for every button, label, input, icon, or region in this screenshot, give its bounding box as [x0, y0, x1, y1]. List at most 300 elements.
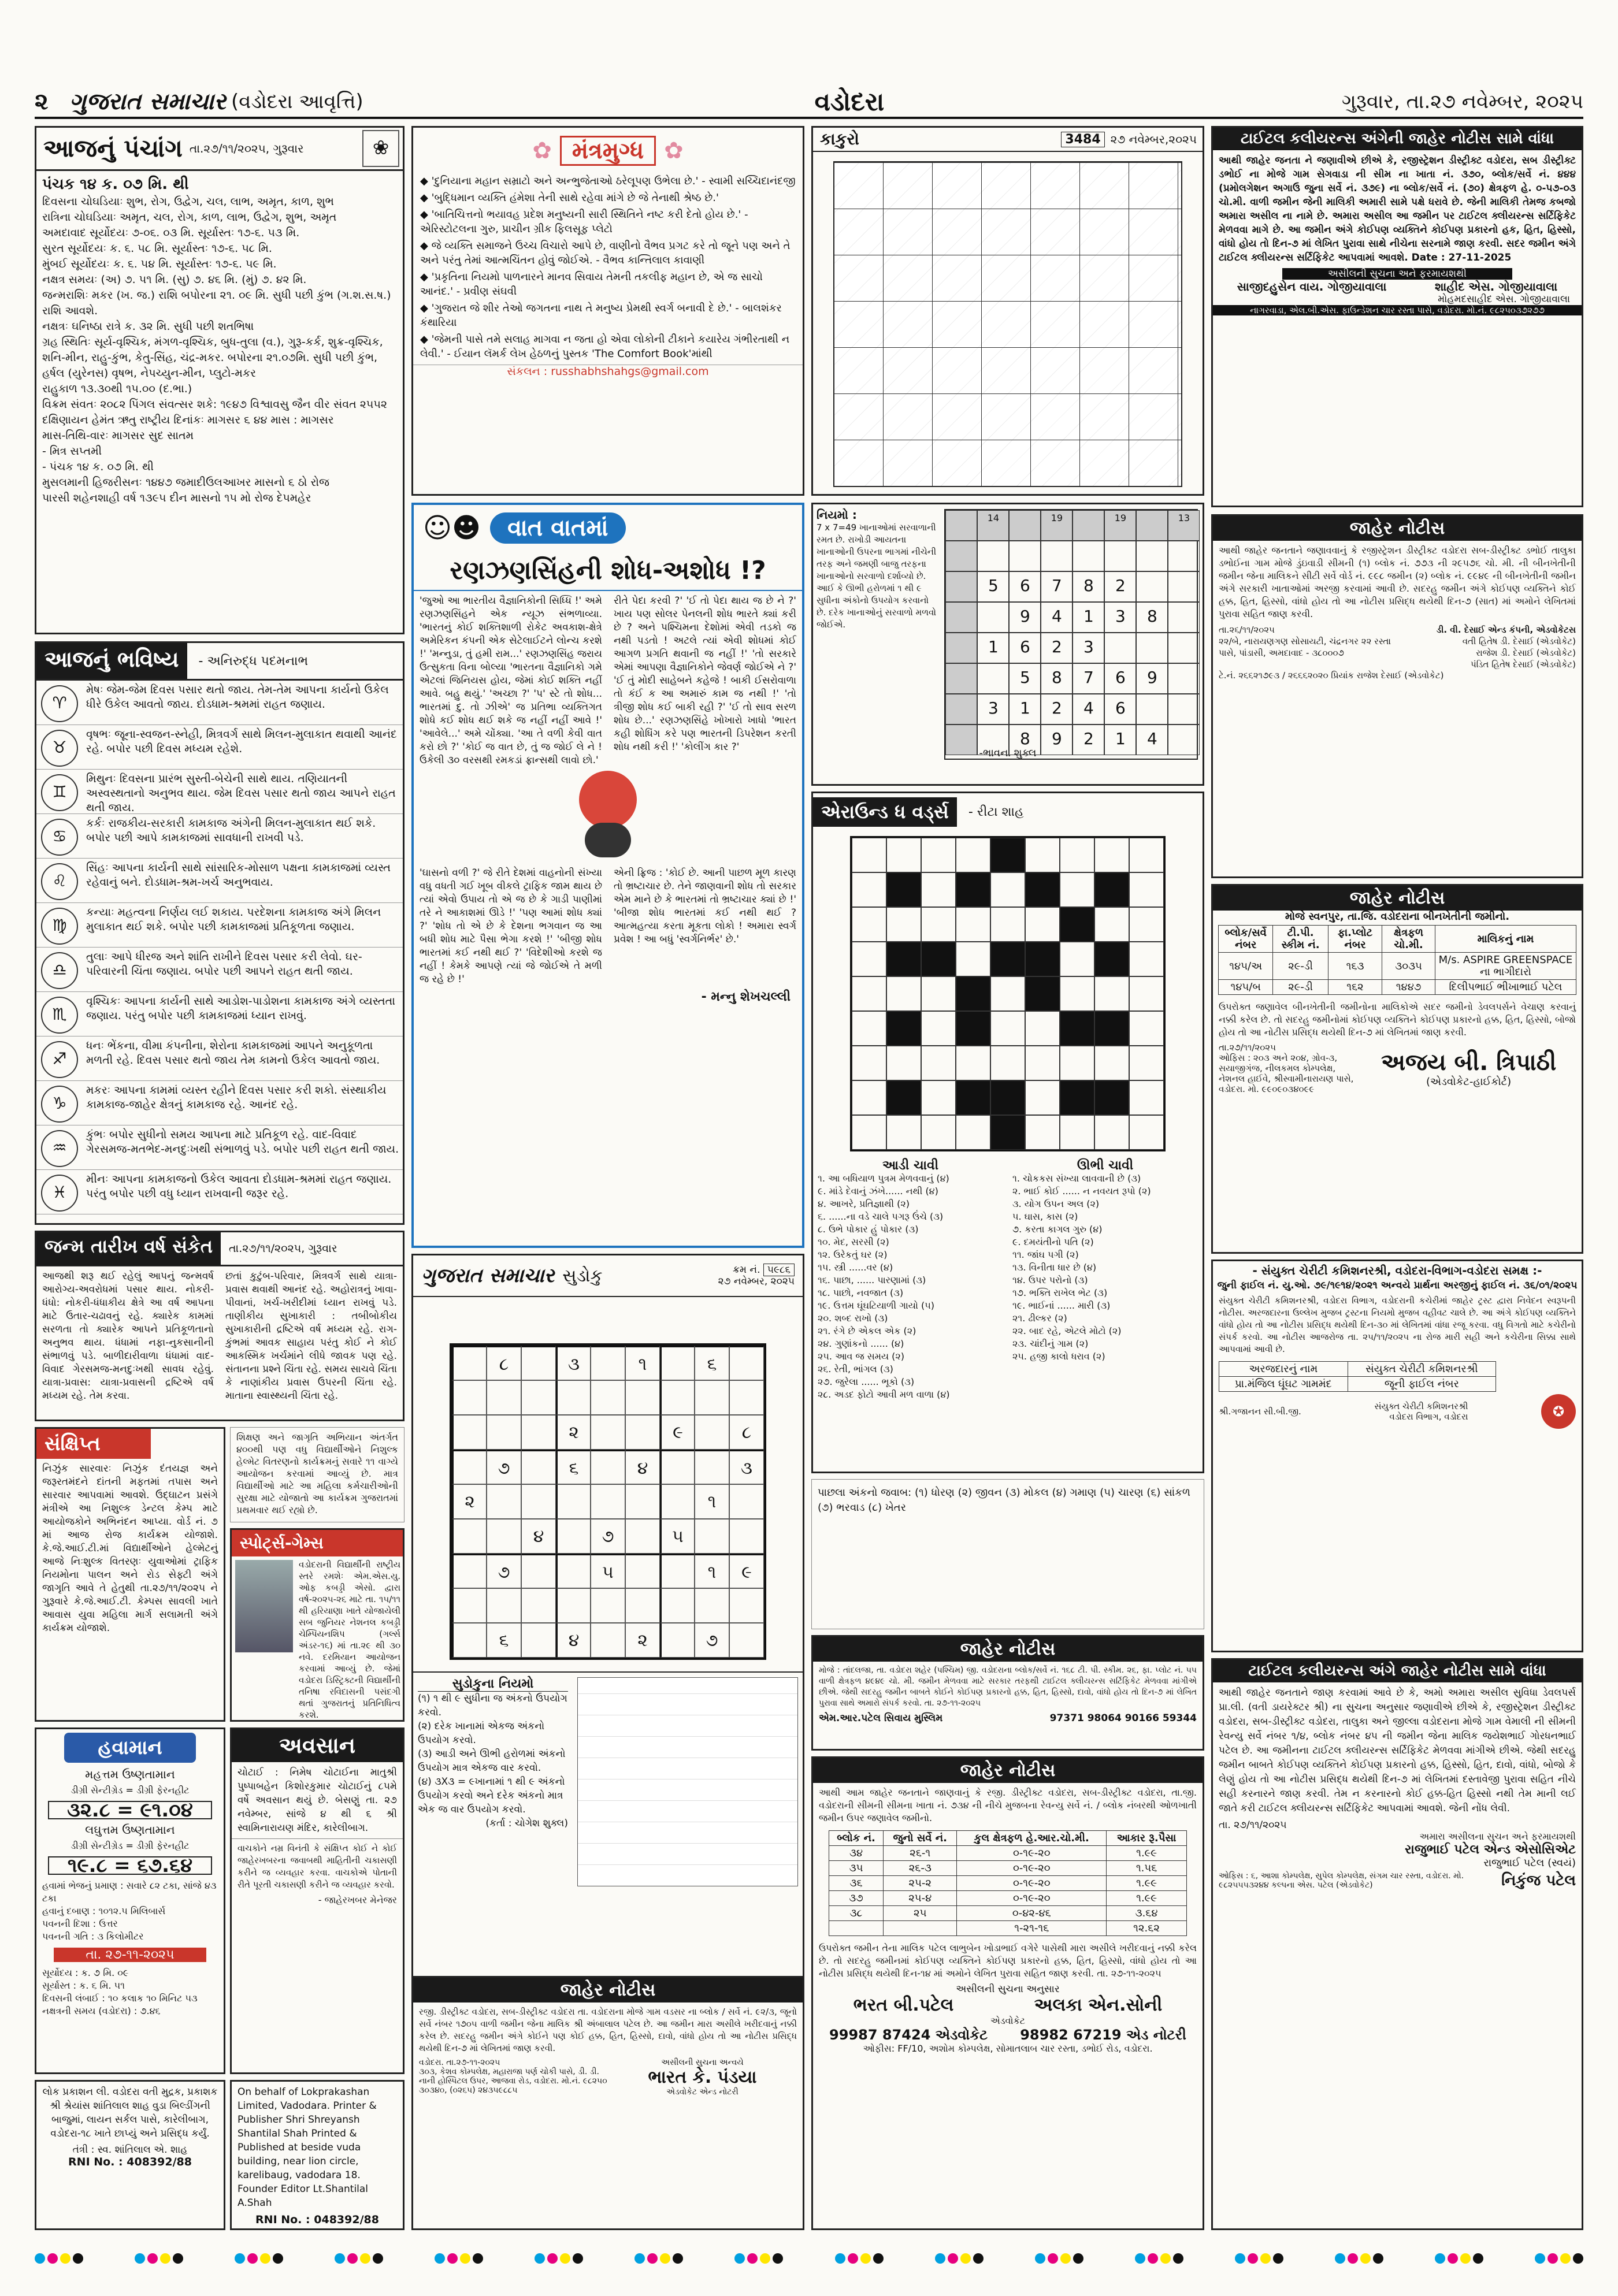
- panchang-line: પારસી શહેનશાહી વર્ષ ૧૩૯૫ દીન માસનો ૧૫ મો રોજ દેપમહેર: [42, 492, 311, 504]
- registration-dot: [135, 2253, 183, 2264]
- weather-sunset: સૂર્યાસ્ત : ક. ૬ મિ. ૫૧: [42, 1980, 125, 1991]
- weather-title: હવામાન: [64, 1733, 196, 1763]
- table-cell: ૧૨.૬૨: [1107, 1921, 1187, 1936]
- color-dot: [1248, 2253, 1258, 2264]
- horoscope-title: આજનું ભવિષ્ય: [36, 643, 187, 679]
- weather-section: [35, 1727, 225, 2074]
- horoscope-list: [36, 681, 403, 1214]
- horoscope-text: ધનઃ ભેંકના, વીમા કંપનીના, શેરોના કામકાજમાં આપને અનુકૂળતા મળતી રહે. દિવસ પસાર થતો જાય તેમ કામનો ઉકેલ આવતો જાય.: [86, 1039, 380, 1067]
- panchang-line: વિક્રમ સંવતઃ ૨૦૮૨ પિંગલ સંવત્સર શકે: ૧૯૪૭ વિશ્વાવસુ જૈન વીર સંવત ૨૫૫૨ દક્ષિણાયન હેમંત ઋતુ રાષ્ટ્રીય દિનાંકઃ માગસર ૬ ૪૪ માસ : માગસર: [42, 398, 387, 426]
- crossword-black-cell: [990, 1080, 1025, 1115]
- sudoku-cell: [660, 1380, 695, 1415]
- kakuro-answer: 3: [1083, 637, 1094, 656]
- sudoku-number: ૫૯૮૬: [763, 1264, 795, 1276]
- crossword-cell: [1129, 1080, 1164, 1115]
- down-clue: ૧૧. જાંઘ પગી (૨): [1012, 1249, 1079, 1260]
- kakuro-clue: 19: [1051, 512, 1063, 523]
- birthday-title: જન્મ તારીખ વર્ષ સંકેત: [36, 1232, 221, 1265]
- crossword-cell: [886, 907, 921, 942]
- birthday-col-1: આજથી શરૂ થઈ રહેલું આપનું જન્મવર્ષ આરોગ્ય-અવરોધમાં પસાર થાય. નોકરી-ધંધો: નોકરી-ધંધાકીય ક્ષેત્રે આ વર્ષ આપના માટે ઉતાર-ચઢાવનું રહે. ક્યારેક કામમાં સરળતા તો ક્યારેક આપને પ્રતિકૂળતાનો અનુભવ થાય. ધંધામાં નફા-નુકસાનીની સંભાળવું પડે. બાળીદારીવાળા ધંધામાં વાદ-વિવાદ ગેરસમજ-મનદુઃખથી સાવધ રહેવું. યાત્રા-પ્રવાસ: યાત્રા-પ્રવાસની દ્રષ્ટિએ વર્ષ મધ્યમ રહે. તેમ કરવા.: [42, 1270, 214, 1402]
- sudoku-cell: [556, 1588, 591, 1623]
- panchang-title: આજનું પંચાંગ: [43, 134, 183, 162]
- registration-dot: [1035, 2253, 1083, 2264]
- color-dot: [647, 2253, 658, 2264]
- sudoku-cell: [591, 1415, 625, 1450]
- sudoku-cell: [591, 1450, 625, 1484]
- down-clue: ૧૩. વિનીતા ધાર છે (૪): [1012, 1262, 1097, 1273]
- horoscope-text: મિથુનઃ દિવસના પ્રારંભ સુસ્તી-બેચેની સાથે થાય. તણિયાતની અસ્વસ્થતાનો અનુભવ થાય. જેમ દિવસ પસાર થતો જાય આપને રાહત થતી જાય.: [86, 772, 396, 814]
- kakuro-cell: [1104, 633, 1136, 663]
- across-clue: ૧૦. મેદ, સરસી (૨): [818, 1236, 889, 1247]
- table-cell: અરજદારનું નામ: [1219, 1362, 1348, 1377]
- panchang-line: નક્ષત્ર સમયઃ (અ) ૭. ૫૧ મિ. (સુ) ૭. ૪૬ મિ. (મું) ૭. ૪૨ મિ.: [42, 273, 307, 286]
- weather-daylight: દિવસની લંબાઈ : ૧૦ કલાક ૧૦ મિનિટ ૫૩: [42, 1993, 198, 2004]
- panchang-line: નક્ષત્રઃ ઘનિષ્ઠા રાત્રે ક. ૩૨ મિ. સુધી પછી શતભિષા: [42, 320, 254, 333]
- issue-date: ગુરૂવાર, તા.૨૭ નવેમ્બર, ૨૦૨૫: [1341, 90, 1583, 113]
- sudoku-cell: [660, 1484, 695, 1519]
- table-header: ફા.પ્લોટ નંબર: [1328, 926, 1382, 953]
- panchang-line: મુસલમાની હિજરીસનઃ ૧૪૪૭ જમાદીઉલઆખર માસનો ૬ ઠો રોજ: [42, 476, 330, 489]
- notice-3-phone: 97371 98064 90166 59344: [1049, 1712, 1197, 1724]
- seal-icon: ✪: [1541, 1394, 1576, 1429]
- notice-4-text-2: ઉપરોક્ત જમીન તેના માલિક પટેલ લાભુબેન ખોડાભાઈ વગેરે પાસેથી મારા અસીલે ખરીદવાનું નક્કી કરેલ છે. તો સદરહુ જમીનમાં કોઈપણ વ્યક્તિને કોઈપણ પ્રકારનો હક્ક, હિત, હિસ્સો, વાંધો હોય તો આ નોટીસ પ્રસિદ્ધ થયેથી દિન-૧૪ માં અમોને લેખિત પુરાવા સહિત જાણ કરવી. તા. ૨૭-૧૧-૨૦૨૫: [819, 1942, 1197, 1979]
- sudoku-cell: ૯: [660, 1415, 695, 1450]
- registration-dot: [1335, 2253, 1383, 2264]
- crossword-cell: [921, 1046, 956, 1080]
- color-dot: [460, 2253, 470, 2264]
- kakuro-answer: 1: [1083, 607, 1094, 626]
- sudoku-cell: ૧: [625, 1346, 660, 1380]
- notice-4-adv-title: એડવોકેટ: [990, 2015, 1026, 2026]
- kakuro-cell: [1136, 541, 1168, 571]
- sudoku-cell: ૫: [591, 1554, 625, 1588]
- table-cell: ૩૬: [829, 1876, 884, 1891]
- zodiac-icon: ♏: [41, 997, 78, 1034]
- crossword-cell: [886, 976, 921, 1011]
- kakuro-answer: 3: [1115, 607, 1126, 626]
- notice-4-phone-1: 99987 87424 એડવોકેટ: [829, 2027, 988, 2043]
- obituary-text: ચોટાઈ : નિમેષ ચોટાઈના માતુશ્રી પુષ્પાબહેન કિશોરકુમાર ચોટાઈનું ૮૫મે વર્ષે અવસાન થયું છે. બેસણું તા. ૨૭ નવેમ્બર, સાંજે ૪ થી ૬ શ્રી સ્વામિનારાયણ મંદિર, કારેલીબાગ.: [237, 1767, 397, 1834]
- notice-tc1-advocate: સાજીદહુસેન વાય. ગોજીયાવાલા: [1237, 280, 1387, 293]
- crossword-cell: [1129, 976, 1164, 1011]
- notice-jahir-5-box: [411, 1976, 804, 2230]
- horoscope-text: વૃષભઃ જૂના-સ્વજન-સ્નેહી, મિત્રવર્ગ સાથે મિલન-મુલાકાત થવાથી આનંદ રહે. બપોર પછી દિવસ મધ્યમ રહેશે.: [86, 728, 397, 755]
- table-header: માલિકનું નામ: [1435, 926, 1576, 953]
- deity-icon: ❀: [362, 130, 399, 167]
- across-title: આડી ચાવી: [882, 1158, 938, 1173]
- across-clue: ૨૮. અડદ ફોટો આવી મળ વાળા (૪): [818, 1389, 950, 1400]
- sudoku-cell: [487, 1415, 521, 1450]
- color-dot: [1360, 2253, 1371, 2264]
- notice-5-advocate: ભારત કે. પંડયા: [648, 2067, 757, 2087]
- color-dot: [1173, 2253, 1183, 2264]
- sudoku-cell: ૧: [695, 1554, 729, 1588]
- sudoku-cell: [695, 1519, 729, 1554]
- mantramugdh-section: [411, 126, 804, 496]
- sudoku-cell: ૪: [625, 1450, 660, 1484]
- table-header: બ્લોક નં.: [829, 1831, 884, 1846]
- table-cell: ૧.૯૯: [1107, 1846, 1187, 1861]
- panchang-line: દિવસના ચોઘડિયાઃ શુભ, રોગ, ઉદ્વેગ, ચલ, લાભ, અમૃત, કાળ, શુભ: [42, 195, 334, 208]
- table-cell: ૧૬૩: [1328, 953, 1382, 980]
- color-dot: [1335, 2253, 1345, 2264]
- across-clue: ૧૫. સ્ત્રી ......વર (૪): [818, 1262, 893, 1273]
- color-dot: [760, 2253, 770, 2264]
- kakuro-cell: [1168, 725, 1200, 755]
- notice-4-adv-2: અલકા એન.સોની: [1034, 1995, 1163, 2015]
- sudoku-cell: [660, 1346, 695, 1380]
- sudoku-cell: [625, 1415, 660, 1450]
- sudoku-cell: [452, 1623, 487, 1658]
- crossword-cell: [852, 1046, 886, 1080]
- lotus-icon: ✿: [532, 138, 552, 164]
- note-sign: - જાહેરખબર મેનેજર: [318, 1894, 397, 1905]
- notice-tc1-text: આથી જાહેર જનતા ને જણાવીએ છીએ કે, રજીસ્ટ્રેશન ડીસ્ટ્રીક્ટ વડોદરા, સબ ડીસ્ટ્રીક્ટ ડભોઈ ના મોજે ગામ સેગવાડા ની સીમ ના ખાતા નં. ૩૭૦, બ્લોક/સર્વે નં. ૪૪૪ (પ્રમોલગેશન અગાઉ જુના સર્વે નં. ૩૭૯) ના બ્લોક/સર્વે નં. (૭૦) ક્ષેત્રફળ હે. ૦-૫૭-૦૩ ચો.મી. વાળી જમીન જેની માલિકી અમારી સામે પક્ષે ધરાવે છે. જેની માલિકી તેમજ કબજો અમારા અસીલ ના નામે છે. અમારા અસીલ આ જમીન પર ટાઈટલ ક્લીયરન્સ સર્ટિફિકેટ મેળવવા માગે છે. આ જમીન અંગે કોઈપણ વ્યક્તિને કોઈપણ પ્રકારનો હક, હિત, હિસ્સો, વાંધો હોય તો દિન-૭ માં લેખિત પુરાવા સાથે નીચેના સરનામે જાણ કરવી. સદર જમીન અંગે ટાઈટલ ક્લીયરન્સ સર્ટિફિકેટ આપવામાં આવશે. Date : 27-11-2025: [1219, 155, 1576, 263]
- crossword-cell: [852, 1080, 886, 1115]
- crossword-cell: [921, 1080, 956, 1115]
- color-dot: [1535, 2253, 1545, 2264]
- sudoku-cell: [452, 1554, 487, 1588]
- horoscope-text: મીનઃ આપના કામકાજનો ઉકેલ આવતા દોડધામ-શ્રમમાં રાહત જણાય. પરંતુ બપોર પછી વધુ ધ્યાન રાખવાની જરૂર રહે.: [86, 1173, 392, 1200]
- color-dot: [1448, 2253, 1458, 2264]
- horoscope-text: મેષઃ જેમ-જેમ દિવસ પસાર થતો જાય. તેમ-તેમ આપના કાર્યનો ઉકેલ ધીરે ઉકેલ આવતો જાય. દોડધામ-શ્રમમાં રાહત જણાય.: [86, 683, 389, 711]
- table-cell: ૦-૧૯-૨૦: [957, 1846, 1107, 1861]
- color-dot: [848, 2253, 858, 2264]
- panchang-line: સુરત સૂર્યોદયઃ ક. ૬. ૫૮ મિ. સૂર્યાસ્તઃ ૧૭-૬. ૫૮ મિ.: [42, 242, 272, 255]
- zodiac-icon: ♍: [41, 908, 78, 945]
- notice-charity-table: [1219, 1361, 1496, 1392]
- notice-jahir-3: [811, 1635, 1204, 1751]
- table-cell: ૦-૧૯-૨૦: [957, 1891, 1107, 1906]
- down-clue: ૨૫. હજી કાલો ધરાવ (૨): [1012, 1351, 1105, 1362]
- table-cell: ૧૪૫/બ: [1219, 980, 1273, 995]
- vaat-author: - મન્નુ શેખચલ્લી: [701, 990, 791, 1004]
- color-dot: [1260, 2253, 1271, 2264]
- brand-name: ગુજરાત સમાચાર: [69, 88, 226, 115]
- crossword-black-cell: [1060, 1011, 1094, 1046]
- cartoon-illustration: [550, 771, 666, 863]
- sudoku-cell: [452, 1415, 487, 1450]
- kakuro-answer: 8: [1083, 576, 1094, 595]
- notice-tc2-date: તા. ૨૭/૧૧/૨૦૨૫: [1219, 1819, 1287, 1831]
- down-clue: ૨૨. બાદ રહે, એટલે મોટો (૨): [1012, 1325, 1122, 1336]
- sudoku-cell: [591, 1588, 625, 1623]
- crossword-black-cell: [886, 1011, 921, 1046]
- horoscope-author: - અનિરુદ્ધ પદમનાભ: [198, 653, 309, 668]
- color-dot: [1348, 2253, 1358, 2264]
- kakuro-answer: 4: [1083, 699, 1094, 718]
- panchang-line: ગ્રહ સ્થિતિઃ સૂર્ય-વૃશ્ચિક, મંગળ-વૃશ્ચિક, બુધ-તુલા (વ.), ગુરૂ-કર્ક, શુક્ર-વૃશ્ચિક, શનિ-મીન, રાહુ-કુંભ, કેતુ-સિંહ, ચંદ્ર-મકર. બપોરના ૨૧.૦૭મિ. સુધી પછી કુંભ, હર્ષલ (યુરેનસ) વૃષભ, નેપચ્યુન-મીન, પ્લુટો-મકર: [42, 336, 383, 380]
- color-dot: [247, 2253, 258, 2264]
- registration-dot: [935, 2253, 984, 2264]
- kakuro-answer: 4: [1052, 607, 1062, 626]
- color-dot: [173, 2253, 183, 2264]
- vaat-col-2: રીતે પેદા કરવી ?' 'ઈ તો પેદા થાય જ છે ને ?' ખાય પણ સોલર પેનલની શોધ ભારતે ક્યાં કરી છે ? અને પશ્ચિમના દેશોમાં એવી તડકો જ નથી પડતો ! અટલે ત્યાં એવી શોધમાં કોઈ આગળ પ્રગતિ થવાની જ નહીં !' 'તો સરકારે એમાં આપણા વૈજ્ઞાનિકોને જેવર્ણ જોઈએ ને ?' 'ઈ તું મોદી સાહેબને કહેજે ! બાકી ઈસરોવાળા તો કંઈ ક આ અમારું કામ જ નથી !' 'તો ત્રીજી શોધ કઈ બાકી રહી ?' 'ઈ તો સાવ સરળ શોધ છે...' રણઝણસિંહે ખોખારો ખાધો 'ભારત કહી શોધિંગ કરે પણ ભારતની ડિપરેશન કરતી શોધ નથી કરી !' 'કોલીંગ કાર ?': [614, 595, 796, 753]
- kakuro-answer: 5: [988, 576, 999, 595]
- sudoku-cell: [521, 1346, 556, 1380]
- vaat-title: વાત વાતમાં: [490, 512, 625, 544]
- notice-1-sign-3: રાજેશ ડી. દેસાઈ (એડવોકેટ): [1476, 648, 1576, 658]
- crossword-black-cell: [1094, 872, 1129, 907]
- sankshipt-text-2: શિક્ષણ અને જાગૃતિ અભિયાન અંતર્ગત ૪૦૦થી પણ વધુ વિદ્યાર્થીઓને નિશુલ્ક હેલ્મેટ વિતરણનો કાર્યક્રમનું સવારે ૧૧ વાગ્યે આયોજન કરવામાં આવ્યું છે. માત્ર વિદ્યાર્થીઓ માટે આ મહિલા કર્મચારીઓની સુરક્ષા માટે યોજાતો આ કાર્યક્રમ ગુજરાતમાં પ્રથમવાર થઈ રહ્યો છે.: [236, 1432, 398, 1515]
- birthday-col-2: છતાં કુટુંબ-પરિવાર, મિત્રવર્ગ સાથે યાત્રા-પ્રવાસ થવાથી આનંદ રહે. અહોરાત્રનું ખાવા-પીવાનાં, ખર્ચ-ખરીદીમાં ધ્યાન રાખવું પડે. તાણીકીય સુખાકારી : તબીબોકીય સુખાકારીની દ્રષ્ટિએ વર્ષ મધ્યમ રહે. રાગ-કુંભમાં આવક સાહાય પરંતુ કોઈ ને કોઈ આકસ્મિક ખર્ચમાંને લીધે જાવક પણ રહે. સંતાનના પ્રશ્ને ચિંતા રહે. સમય સાચવે ચિંતા કે નાણાંકીય પ્રવાસ ઉપરની ચિંતા રહે. માતાના સ્વાસ્થ્યની ચિંતા રહે.: [225, 1270, 397, 1402]
- crossword-cell: [1060, 976, 1094, 1011]
- table-cell: [829, 1921, 884, 1936]
- table-header: જુનો સર્વે નં.: [884, 1831, 957, 1846]
- sudoku-cell: ૭: [487, 1554, 521, 1588]
- down-clue: ૧૯. ભાઈનાં ...... મારી (૩): [1012, 1300, 1111, 1311]
- sudoku-cell: ૬: [487, 1623, 521, 1658]
- weather-min-label: લઘુત્તમ ઉષ્ણતામાન: [85, 1823, 175, 1837]
- notice-5-address: ૩૦૩, કેશવ કોમ્પલેક્ષ, મહારાજા પર્ણ ચોકી પાસે, ડી. ડી. નાની હોસ્પિટલ ઉપર, આજવા રોડ, વડોદરા. મો.નં. ૯૮૨૫૦ ૩૦૩૪૦, (૦૨૬૫) ૨૪૩૫૯૮૮૫: [419, 2067, 607, 2095]
- imprint-rni-en: RNI No. : 048392/88: [255, 2213, 379, 2226]
- horoscope-item: [36, 725, 403, 770]
- down-clue: ૧૭. ભક્તિ રાખેલ ભેટ (૩): [1012, 1287, 1108, 1298]
- city-title: વડોદરા: [814, 87, 885, 117]
- imprint-english: [230, 2080, 404, 2230]
- kakuro-title: કાકુરો: [820, 129, 859, 148]
- registration-dot: [335, 2253, 383, 2264]
- crossword-cell: [886, 1115, 921, 1150]
- notice-jahir-2: [1211, 884, 1583, 1254]
- kakuro-date: ૨૭ નવેમ્બર,૨૦૨૫: [1110, 132, 1197, 146]
- notice-5-text: રજી. ડીસ્ટ્રીક્ટ વડોદરા, સબ-ડીસ્ટ્રીક્ટ વડોદરા તા. વડોદરાના મોજે ગામ વડસર ના બ્લોક / સર્વે નં. ૯૨/૩, જૂનો સર્વે નંબર ૧૭૦૫ વાળી જમીન જેના માલિક શ્રી અંબાલાલ પટેલ છે. આ જમીન મારા અસીલે ખરીદવાનું નક્કી કરેલ છે. સદરહુ જમીન અંગે કોઈને પણ કોઈ હક્ક, હિત, હિસ્સો, દાવો, વાંધો હોય તો આ નોટીસ પ્રસિદ્ધ થયેથી દિન-૭ માં લેખિતમાં જાણ કરવી.: [419, 2007, 797, 2053]
- horoscope-item: [36, 1170, 403, 1214]
- imprint-english-text: On behalf of Lokprakashan Limited, Vadodara. Printer & Publisher Shri Shreyansh Shantilal Shah Printed & Published at beside vuda building, near lion circle, karelibaug, vadodara 18. Founder Editor Lt.Shantilal A.Shah: [237, 2086, 377, 2209]
- table-cell: ૨૫: [884, 1906, 957, 1921]
- vaat-col-1: 'જુઓ આ ભારતીય વૈજ્ઞાનિકોની સિધ્ધિ !' અમે રણઝણસિંહને એક ન્યૂઝ સંભળાવ્યા. 'ભારતનું કોઈ શક્તિશાળી રોકેટ અવકાશ-ક્ષેત્રે અમેરિકન કંપની એક સેટેલાઈટને લોન્ચ કરશે !' 'મન્નુડા, તું હમી રામ...' રણઝણસિંહ જરાય ઉત્સુકતા વિના બોલ્યા 'ભારતના વૈજ્ઞાનિકો ગમે એટલાં જિનિયસ હોય, જેમાં કોઈ શક્તિ નહીં આવે. બહુ થયું.' 'અચ્છા ?' 'પ' સ્ટે તો શોધ... ભારતમાં દુ. તો ઝીએ' જ પ્રતિભા વ્યક્તિગત શોધે કઈ શોધ થઈ શકે જ નહીં નહીં આવે !' 'આવેલે...' અમે ચોંક્યા. 'આ તે વળી કેવી વાત કરો છો ?' 'કોઈ જ વાત છે, તું જ જોઈ લે ને ! ઉકેલી ૩૦ વરસથી રમકડાં ફ્રાન્સથી લાવો છો.': [420, 595, 602, 766]
- sudoku-cell: [695, 1380, 729, 1415]
- kakuro-number: 3484: [1061, 132, 1104, 147]
- notice-5-title: જાહેર નોટીસ: [413, 1978, 803, 2003]
- crossword-cell: [1129, 907, 1164, 942]
- weather-pressure: હવાનું દબાણ : ૧૦૧૨.૫ મિલિબાર્સ: [42, 1905, 166, 1916]
- table-cell: ૨૬-૧: [884, 1846, 957, 1861]
- crossword-cell: [886, 1046, 921, 1080]
- crossword-cell: [956, 838, 990, 872]
- edition-label: (વડોદરા આવૃત્તિ): [231, 90, 363, 113]
- sudoku-number-label: ક્રમ નં.: [733, 1264, 760, 1276]
- notice-2-subtitle: મોજે સ્વનપુર, તા.જિ. વડોદરાના બીનખેતીની જમીનો.: [1285, 911, 1510, 923]
- sudoku-cell: [591, 1484, 625, 1519]
- table-cell: જૂની ફાઈલ નંબર: [1348, 1377, 1495, 1392]
- crossword-cell: [956, 907, 990, 942]
- notice-2-advocate: અજય બી. ત્રિપાઠી: [1381, 1049, 1557, 1076]
- sudoku-cell: [625, 1380, 660, 1415]
- crossword-black-cell: [1060, 907, 1094, 942]
- crossword-black-cell: [886, 942, 921, 976]
- imprint-rni-gu: RNI No. : 408392/88: [68, 2156, 192, 2168]
- down-clue: ૫. ઘાસ, કાસ (૨): [1012, 1211, 1078, 1222]
- crossword-cell: [921, 872, 956, 907]
- panchang-line: - પંચક ૧૪ ક. ૦૭ મિ. થી: [42, 460, 154, 473]
- table-row: [829, 1891, 1187, 1906]
- notice-jahir-4: [811, 1756, 1204, 2230]
- notice-4-sign-label: અસીલની સુચના અનુસાર: [956, 1983, 1060, 1995]
- down-clue: ૧. ચોકકસ સંખ્યા લાવવાની છે (૩): [1012, 1173, 1141, 1184]
- crossword-cell: [956, 942, 990, 976]
- table-row: [829, 1876, 1187, 1891]
- kakuro-cell: [1073, 541, 1104, 571]
- sudoku-cell: ૭: [591, 1519, 625, 1554]
- down-clue: ૨૧. ઢીલ્કર (૨): [1012, 1313, 1067, 1324]
- sudoku-date: ૨૭ નવેમ્બર, ૨૦૨૫: [718, 1276, 795, 1287]
- color-dot: [135, 2253, 145, 2264]
- kakuro-answer: 6: [1115, 668, 1126, 687]
- sankshipt-section-2: [230, 1427, 404, 1522]
- crossword-cell: [852, 1011, 886, 1046]
- across-clue: ૧૮. પાછો, નવજાત (૩): [818, 1287, 904, 1298]
- notice-tc2-address: ઓફિસ : ૬, આશા કોમ્પલેક્ષ, સુપેલ કોમ્પલેક્ષ, સંગમ ચાર રસ્તા, વડોદરા. મો. ૯૮૨૫૫૫૩૨૪૪ કલ્પના એસ. પટેલ (એડવોકેટ): [1219, 1871, 1464, 1890]
- crossword-cell: [1094, 1115, 1129, 1150]
- kakuro-cell: [977, 663, 1009, 694]
- notice-tc2-text: આથી જાહેર જનતાને જાણ કરવામાં આવે છે કે, અમો અમારા અસીલ સુવિધા ડેવલપર્સ પ્રા.લી. (વતી ડાયરેક્ટર શ્રી) ના સુચના અનુસાર જણાવીએ છીએ કે, રજીસ્ટ્રેશન ડીસ્ટ્રીક્ટ વડોદરા, સબ-ડીસ્ટ્રીક્ટ વડોદરા, તાલુકા અને જીલ્લા વડોદરાના મોજે ગામ વેમાલી ની સીમની રેવન્યુ સર્વે નંબર ૧/૪, બ્લોક નંબર ૪૫ ની જમીન જેના માલિક જયેશભાઈ ગોરધનભાઈ પટેલ છે. આ જમીનના ટાઈટલ ક્લીયરન્સ સર્ટિફિકેટ મેળવવા માંગીએ છીએ. જેથી સદરહુ જમીન બાબતે કોઈપણ વ્યક્તિને કોઈપણ પ્રકારનો હક્ક, હિસ્સો, હિત, દાવો, વાંધો, બોજો કે લેણું હોય તો આ નોટીસ પ્રસિદ્ધ થયેથી દિન-૭ માં લેખિતમાં દસ્તાવેજી પુરાવા સહિત નીચે સહી કરનારને જાણ કરવી. તેમ ન કરનારનો કોઈ હક્ક-હિત હિસ્સો નથી તેમ માની લઈ જાતે કરી ટાઈટલ ક્લીયરન્સ સર્ટિફિકેટ આપવામાં આવશે. જેની નોંધ લેવી.: [1219, 1687, 1576, 1814]
- horoscope-item: [36, 814, 403, 859]
- notice-3-title: જાહેર નોટીસ: [813, 1637, 1203, 1662]
- color-dot: [1035, 2253, 1045, 2264]
- sankshipt-section: [35, 1427, 225, 1722]
- kakuro-cell: [1136, 510, 1168, 541]
- notice-tc2-advocate: નિકુંજ પટેલ: [1501, 1871, 1576, 1889]
- mantramugdh-title: મંત્રમુગ્ધ: [560, 136, 656, 166]
- notice-charity-subtitle: જુની ફાઈલ નં. યુ.ઓ. ૭૯/૧૯૧૪/૨૦૨૧ અન્વયે પ્રાર્થના અરજીનું ફાઈલ નં. ૩૬/૦૧/૨૦૨૫: [1217, 1280, 1578, 1291]
- sudoku-cell: [625, 1519, 660, 1554]
- panchang-line: રાહુકાળ ૧૩.૩૦થી ૧૫.૦૦ (દ.ભા.): [42, 382, 192, 395]
- kakuro-cell: [1009, 541, 1041, 571]
- sudoku-rule: (૧) ૧ થી ૯ સુધીના જ અંકનો ઉપયોગ કરવો.: [418, 1693, 567, 1718]
- kakuro-cell: [1168, 663, 1200, 694]
- table-cell: ૨૫-૪: [884, 1891, 957, 1906]
- kakuro-answer: 7: [1052, 576, 1062, 595]
- crossword-cell: [1129, 942, 1164, 976]
- horoscope-item: [36, 681, 403, 725]
- down-clues: [1012, 1172, 1198, 1363]
- sudoku-cell: [487, 1380, 521, 1415]
- sports-section: [230, 1528, 404, 1722]
- color-dot: [473, 2253, 483, 2264]
- across-clue: ૯. માંડે દેવાનું ઝંખે...... નથી (૪): [818, 1186, 938, 1197]
- kakuro-cell: [1041, 541, 1073, 571]
- horoscope-item: [36, 859, 403, 903]
- kakuro-answer: 2: [1052, 637, 1062, 656]
- sudoku-rule: (૪) ૩X૩ = ૯ખાનામાં ૧ થી ૯ અંકનો ઉપયોગ કરવો અને દરેક અંકનો માત્ર એક જ વાર ઉપયોગ કરવો.: [418, 1776, 565, 1815]
- crossword-grid: [850, 836, 1166, 1151]
- across-clue: ૨૫. આવ જ સમય (૨): [818, 1351, 905, 1362]
- crossword-black-cell: [956, 1080, 990, 1115]
- table-cell: [884, 1921, 957, 1936]
- across-clue: ૧૨. ઉરેકતું ઘર (૨): [818, 1249, 888, 1260]
- color-dot: [560, 2253, 570, 2264]
- crossword-black-cell: [990, 838, 1025, 872]
- sudoku-cell: [660, 1554, 695, 1588]
- crossword-cell: [990, 907, 1025, 942]
- sudoku-rule: (૨) દરેક ખાનામાં એકજ અંકનો ઉપયોગ કરવો.: [418, 1721, 545, 1746]
- quote-item: ◆ 'બુદ્ધિમાન વ્યક્તિ હંમેશા તેની સાથે રહેવા માંગે છે જે તેનાથી શ્રેષ્ઠ છે.': [420, 192, 719, 204]
- crossword-black-cell: [990, 942, 1025, 976]
- across-clue: ૮. ઉભે પોકાર હું પોકાર (૩): [818, 1224, 919, 1235]
- sudoku-cell: ૬: [556, 1450, 591, 1484]
- notice-5-advocate-title: એડવોકેટ એન્ડ નોટરી: [666, 2087, 739, 2097]
- kakuro-answer: 1: [1115, 729, 1126, 748]
- color-dot: [960, 2253, 971, 2264]
- birthday-date: તા.૨૭/૧૧/૨૦૨૫, ગુરૂવાર: [228, 1242, 337, 1255]
- notice-4-table: [829, 1830, 1187, 1936]
- color-dot: [235, 2253, 245, 2264]
- horoscope-text: તુલાઃ આપે ધીરજ અને શાંતિ રાખીને દિવસ પસાર કરી લેવો. ઘર-પરિવારની ચિંતા જણાય. બપોર પછી આપને રાહત થતી જાય.: [86, 950, 362, 978]
- kakuro-clue: 14: [987, 512, 1000, 523]
- across-clue: ૧૯. ઉત્તમ ઘૂંઘટિયાળી ગાયો (૫): [818, 1300, 934, 1311]
- crossword-cell: [1025, 907, 1060, 942]
- crossword-cell: [1025, 1011, 1060, 1046]
- table-cell: ૩.૬૪: [1107, 1906, 1187, 1921]
- table-row: [829, 1861, 1187, 1876]
- across-clue: ૪. આખરે, પ્રતિજ્ઞાથી (૨): [818, 1198, 910, 1209]
- weather-max-label: મહત્તમ ઉષ્ણતામાન: [85, 1767, 175, 1781]
- crossword-cell: [1060, 838, 1094, 872]
- color-dot: [835, 2253, 845, 2264]
- crossword-cell: [1025, 1046, 1060, 1080]
- sudoku-cell: [521, 1623, 556, 1658]
- quote-item: ◆ 'પ્રકૃતિના નિયમો પાળનારને માનવ સિવાય તેમની તકલીફ મહાન છે, એ જ સાચો આનંદ.' - પ્રવીણ સંઘવી: [420, 271, 763, 298]
- notice-1-sign: ડી. વી. દેસાઈ એન્ડ કંપની, એડવોકેટસ: [1436, 625, 1576, 635]
- table-cell: દિલીપભાઈ ભીખાભાઈ પટેલ: [1435, 980, 1576, 995]
- sudoku-cell: [487, 1519, 521, 1554]
- kakuro-cell: [1168, 541, 1200, 571]
- weather-sunrise: સૂર્યોદય : ક. ૭ મિ. ૦૯: [42, 1967, 129, 1978]
- panchang-line: - મિત્ર સપ્તમી: [42, 445, 102, 458]
- zodiac-icon: ♋: [41, 819, 78, 856]
- sudoku-cell: [556, 1380, 591, 1415]
- crossword-black-cell: [1060, 1080, 1094, 1115]
- sports-text: વડોદરાની વિદ્યાર્થીની રાષ્ટ્રીય સ્તરે રમશેઃ એમ.એસ.યુ. ઓફ કબડ્ડી એસો. દ્વારા વર્ષ-૨૦૨૫-૨૬ માટે તા. ૧૫/૧૧ થી હરિયાણા ખાતે યોજાયેલી સબ જુનિયર નેશનલ કબડ્ડી ચેમ્પિયનશિપ (ગર્લ્સ અંડર-૧૬) માં તા.૨૯ થી ૩૦ નવે. દરમિયાન આયોજન કરવામાં આવ્યું છે. જેમાં વડોદરા ડિસ્ટ્રિક્ટની વિદ્યાર્થીની તનિષા રવિદાસની પસંદગી થતાં ગુજરાતનું પ્રતિનિધિત્વ કરશે.: [299, 1559, 400, 1720]
- kakuro-answer: 2: [1115, 576, 1126, 595]
- kakuro-cell: [945, 663, 977, 694]
- registration-dot: [1535, 2253, 1583, 2264]
- notice-4-text: આથી આમ જાહેર જનતાને જાણવાનું કે રજી. ડીસ્ટ્રીક્ટ વડોદરા, સબ-ડીસ્ટ્રીક્ટ વડોદરા, તા.જી. વડોદરાની સીમની સીમના ખાતા નં. ૭૩૪ ની નીચે મુજબના રેવન્યુ સર્વે નં. / બ્લોક નંબરથી ઓળખાતી જમીન ઉપર જણાવેલ જમીનો.: [819, 1787, 1197, 1823]
- vaat-section: [411, 503, 804, 1248]
- notice-1-sign-2: વતી હિતેષ ડી. દેસાઈ (એડવોકેટ): [1462, 636, 1576, 647]
- kakuro-cell: [977, 541, 1009, 571]
- notice-charity-sign-2: વડોદરા વિભાગ, વડોદરા: [1389, 1411, 1468, 1422]
- color-dot: [1560, 2253, 1571, 2264]
- across-clue: ૧૬. પાછા, ...... પારણામાં (૩): [818, 1275, 926, 1286]
- horoscope-text: કુંભઃ બપોર સુધીનો સમય આપના માટે પ્રતિકૂળ રહે. વાદ-વિવાદ ગેરસમજ-મતભેદ-મનદુઃખથી સંભાળવું પડે. બપોર પછી રાહત થતી જાય.: [86, 1128, 399, 1156]
- notice-5-date: વડોદરા. તા.૨૭-૧૧-૨૦૨૫: [419, 2058, 500, 2067]
- across-clue: ૨૪. ગુણાંકનો ...... (૪): [818, 1338, 904, 1349]
- crossword-black-cell: [886, 1080, 921, 1115]
- page-header: [35, 87, 1583, 119]
- table-cell: ૧૪૪૭: [1382, 980, 1435, 995]
- crossword-black-cell: [1094, 942, 1129, 976]
- sankshipt-text: નિઝુંક સારવારઃ નિઝુંક દંતયજ્ઞ અને જરૂરતમંદને દાંતની મફતમાં તપાસ અને સારવાર આપવામાં આવશે. ઉદ્ઘાટન પ્રસંગે મંત્રીએ આ નિશુલ્ક ડેન્ટલ કેમ્પ માટે આયોજકોને અભિનંદન આપ્યા. વોર્ડ નં. ૭ માં આજ રોજ કાર્યક્રમ યોજાશે. કે.જે.આઈ.ટી.માં વિદ્યાર્થીઓને હેલ્મેટનું આજે નિઃશુલ્ક વિતરણઃ યુવાઓમાં ટ્રાફિક નિયમોના પાલન અને રોડ સેફ્ટી અંગે જાગૃતિ આવે તે હેતુથી તા.૨૭/૧૧/૨૦૨૫ ને ગુરૂવારે કે.જે.આઈ.ટી. કેમ્પસ સાવલી ખાતે આવાસ યુવા મહિલા માર્ગ સલામતી અંગે કાર્યક્રમ યોજાશે.: [42, 1463, 218, 1634]
- sudoku-cell: [729, 1346, 764, 1380]
- color-dot: [1148, 2253, 1158, 2264]
- sudoku-cell: [452, 1450, 487, 1484]
- color-dot: [535, 2253, 545, 2264]
- crossword-black-cell: [956, 976, 990, 1011]
- horoscope-text: કન્યાઃ મહત્વના નિર્ણય લઈ શકાય. પરદેશના કામકાજ અંગે મિલન મુલાકાત થઈ શકે. બપોર પછી કામકાજમાં પ્રતિકૂળતા જણાય.: [86, 906, 381, 933]
- crossword-black-cell: [1025, 976, 1060, 1011]
- sudoku-cell: [729, 1623, 764, 1658]
- zodiac-icon: ♎: [41, 952, 78, 989]
- down-clue: ૯. દમયંતીનો પતિ (૨): [1012, 1236, 1094, 1247]
- color-dot: [160, 2253, 170, 2264]
- kakuro-answer: 2: [1083, 729, 1094, 748]
- color-dot: [860, 2253, 871, 2264]
- vaat-headline: રણઝણસિંહની શોધ-અશોધ !?: [414, 551, 802, 591]
- crossword-cell: [1025, 838, 1060, 872]
- crossword-cell: [852, 942, 886, 976]
